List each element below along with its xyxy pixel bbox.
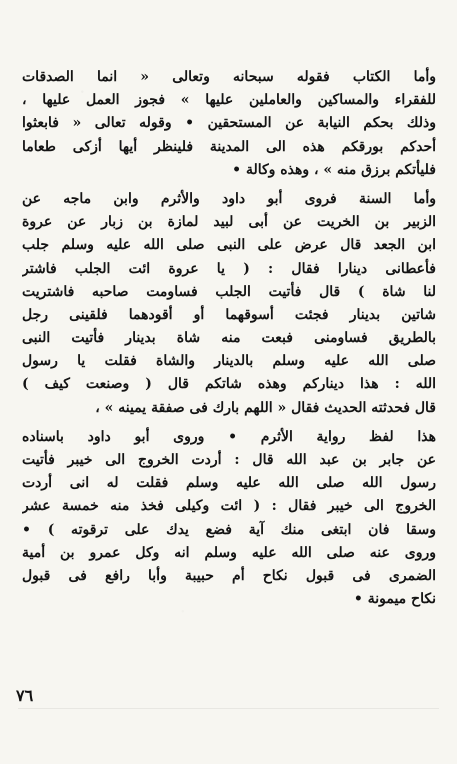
text-line: فليأتكم برزق منه » ، وهذه وكالة •: [232, 161, 436, 178]
text-line: وأما السنة فروى أبو داود والأثرم وابن ماجه عن: [22, 190, 436, 207]
text-line: وذلك بحكم النيابة عن المستحقين • وقوله تعالى « فابعثوا: [22, 115, 436, 132]
text-line: الزبير بن الخريت عن أبى لبيد لمازة بن زبار عن عروة: [22, 214, 436, 231]
text-line: وأما الكتاب فقوله سبحانه وتعالى « انما الصدقات: [22, 69, 436, 85]
text-line: فأعطانى دينارا فقال : ( يا عروة ائت الجلب فاشتر: [22, 260, 436, 277]
text-line: وسقا فان ابتغى منك آية فضع يدك على ترقوته ) •: [22, 521, 436, 538]
text-line: الله : هذا ديناركم وهذه شاتكم قال ( وصنعت كيف ): [22, 376, 436, 393]
main-text-block: [22, 66, 436, 611]
text-line: الخروج الى خيبر فقال : ( ائت وكيلى فخذ منه خمسة عشر: [22, 498, 436, 515]
text-line: هذا لفظ رواية الأثرم • وروى أبو داود باسناده: [22, 428, 436, 445]
page-number: ٧٦: [16, 686, 34, 705]
text-line: أحدكم بورقكم هذه الى المدينة فلينظر أيها أزكى طعاما: [22, 138, 436, 155]
text-line: وروى عنه صلى الله عليه وسلم انه وكل عمرو بن أمية: [22, 544, 436, 561]
text-line: للفقراء والمساكين والعاملين عليها » فجوز العمل عليها ،: [22, 92, 436, 109]
text-line: صلى الله عليه وسلم بالدينار والشاة فقلت يا رسول: [22, 353, 436, 370]
text-line: الضمرى فى قبول نكاح أم حبيبة وأبا رافع فى قبول: [22, 567, 436, 584]
text-line: عن جابر بن عبد الله قال : أردت الخروج الى خيبر فأتيت: [22, 452, 436, 468]
page-footer-rule: [18, 708, 439, 709]
text-line: لنا شاة ) قال فأتيت الجلب فساومت صاحبه فاشتريت: [22, 283, 436, 300]
text-line: ابن الجعد قال عرض على النبى صلى الله عليه وسلم جلب: [22, 237, 436, 254]
text-line: قال فحدثته الحديث فقال « اللهم بارك فى صفقة يمينه » ،: [95, 399, 436, 416]
text-line: بالطريق فساومنى فبعت منه شاة بدينار فأتيت النبى: [22, 330, 436, 347]
text-line: شاتين بدينار فجئت أسوقهما أو أقودهما فلقينى رجل: [22, 306, 436, 323]
text-line: رسول الله صلى الله عليه وسلم فقلت له انى أردت: [22, 475, 436, 492]
text-line: نكاح ميمونة •: [353, 591, 436, 608]
